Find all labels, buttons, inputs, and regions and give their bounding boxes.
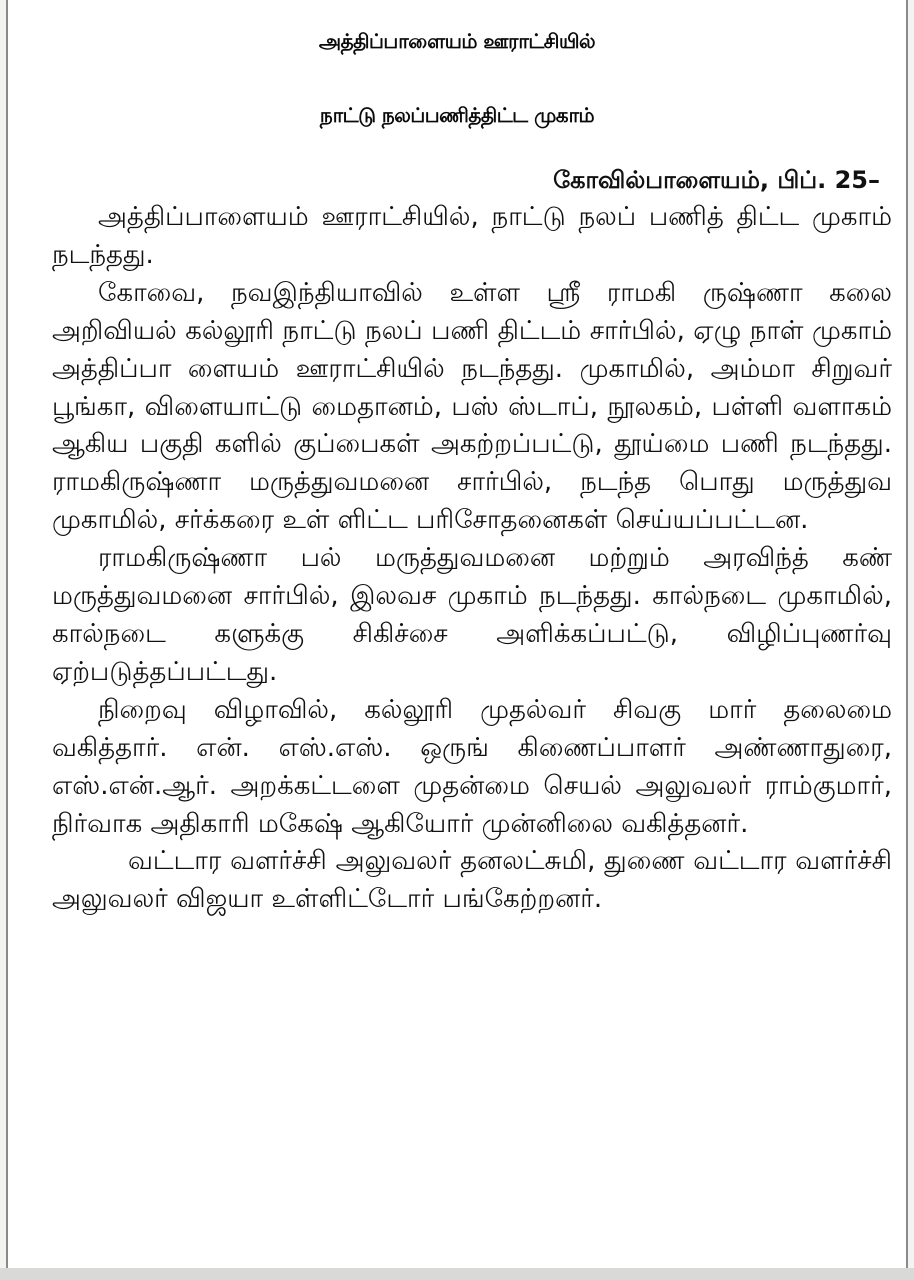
paragraph-1: அத்திப்பாளையம் ஊராட்சியில், நாட்டு நலப் பணித் திட்ட முகாம் நடந்தது.: [52, 202, 892, 270]
headline-line-2: நாட்டு நலப்பணித்திட்ட முகாம்: [319, 103, 595, 127]
newspaper-clipping: [6, 0, 908, 1268]
dateline: கோவில்பாளையம், பிப். 25–: [553, 166, 880, 194]
paragraph-3: ராமகிருஷ்ணா பல் மருத்துவமனை மற்றும் அரவிந்த் கண் மருத்துவமனை சார்பில், இலவச முகாம் நடந்தது. கால்நடை முகாமில், கால்நடை களுக்கு சிகிச்சை அளிக்கப்பட்டு, விழிப்புணர்வு ஏற்படுத்தப்பட்டது.: [52, 543, 892, 687]
article-body: [52, 199, 892, 919]
paragraph-2: கோவை, நவஇந்தியாவில் உள்ள ஸ்ரீ ராமகி ருஷ்ணா கலை அறிவியல் கல்லூரி நாட்டு நலப் பணி திட்டம் சார்பில், ஏழு நாள் முகாம் அத்திப்பா ளையம் ஊராட்சியில் நடந்தது. முகாமில், அம்மா சிறுவர் பூங்கா, விளையாட்டு மைதானம், பஸ் ஸ்டாப், நூலகம், பள்ளி வளாகம் ஆகிய பகுதி களில் குப்பைகள் அகற்றப்பட்டு, தூய்மை பணி நடந்தது. ராமகிருஷ்ணா மருத்துவமனை சார்பில், நடந்த பொது மருத்துவ முகாமில், சர்க்கரை உள் ளிட்ட பரிசோதனைகள் செய்யப்பட்டன.: [52, 277, 892, 536]
paragraph-4: நிறைவு விழாவில், கல்லூரி முதல்வர் சிவகு மார் தலைமை வகித்தார். என். எஸ்.எஸ். ஒருங் கிணைப்பாளர் அண்ணாதுரை, எஸ்.என்.ஆர். அறக்கட்டளை முதன்மை செயல் அலுவலர் ராம்குமார், நிர்வாக அதிகாரி மகேஷ் ஆகியோர் முன்னிலை வகித்தனர்.: [52, 694, 892, 839]
paragraph-5: வட்டார வளர்ச்சி அலுவலர் தனலட்சுமி, துணை வட்டார வளர்ச்சி அலுவலர் விஜயா உள்ளிட்டோர் பங்கேற்றனர்.: [52, 846, 892, 915]
bottom-edge: [0, 1268, 914, 1280]
headline-line-1: அத்திப்பாளையம் ஊராட்சியில்: [318, 29, 596, 53]
